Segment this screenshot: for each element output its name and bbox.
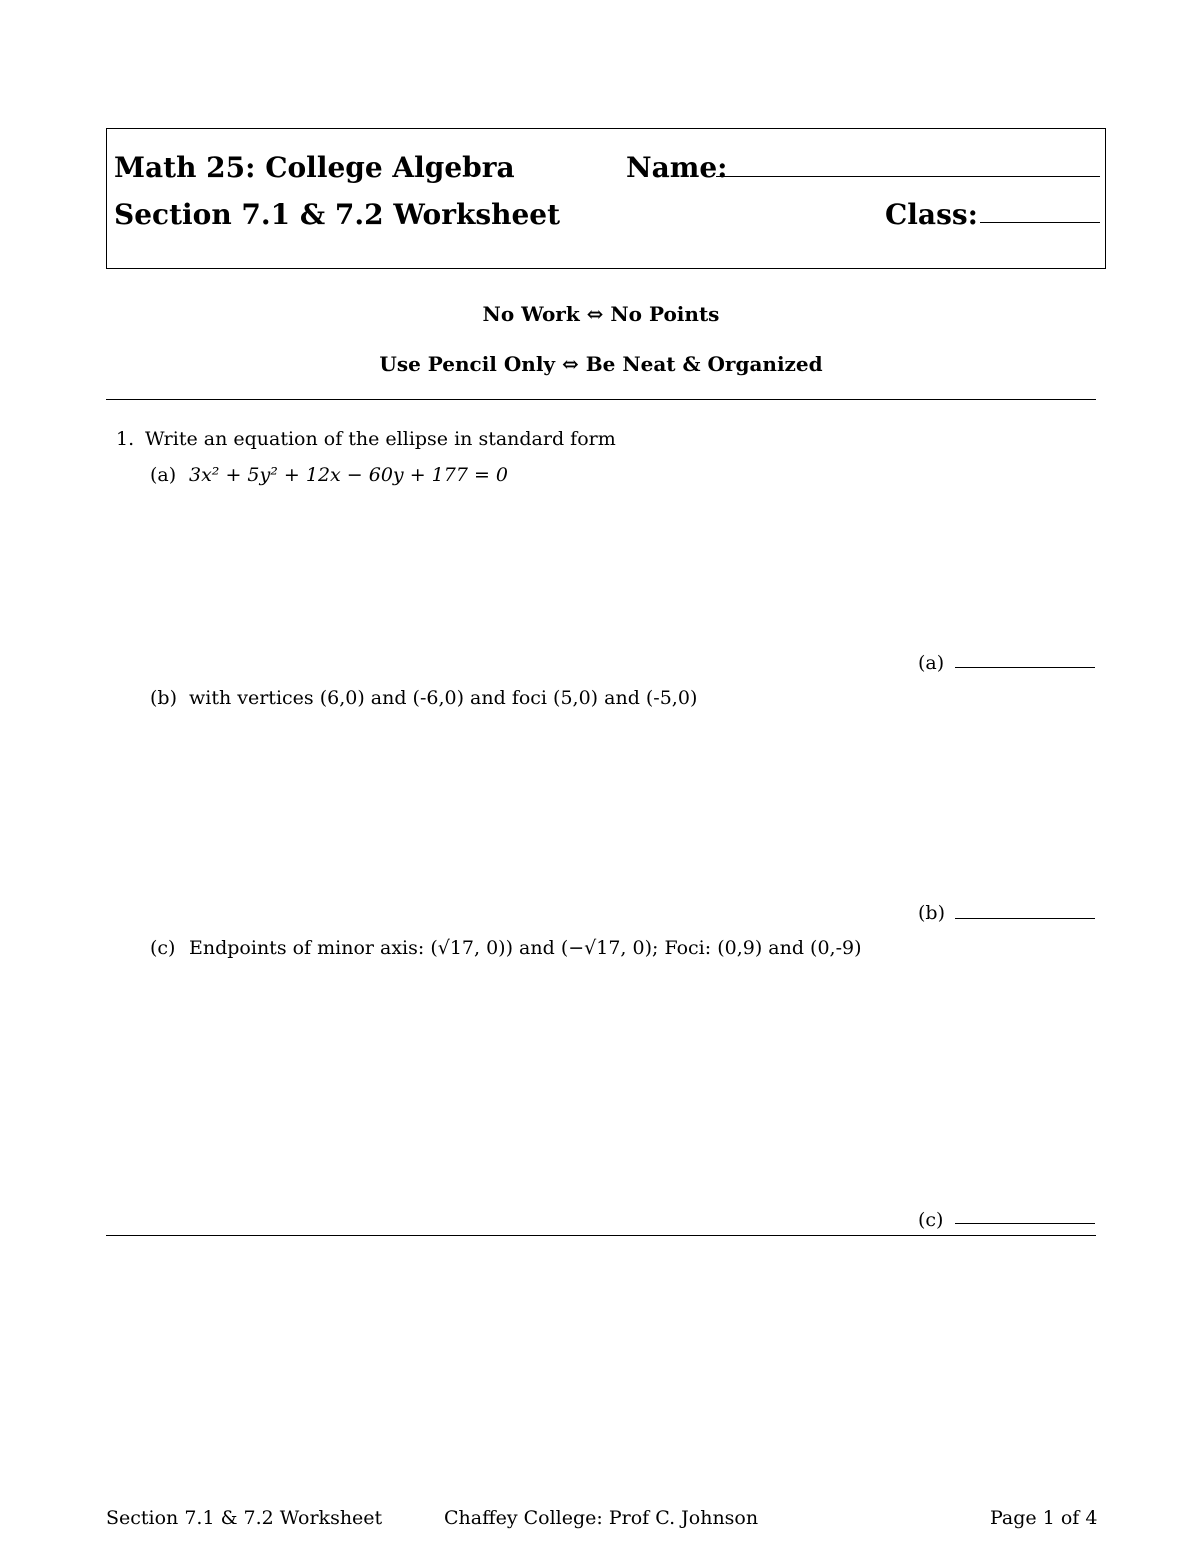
answer-a-label: (a): [918, 652, 945, 674]
footer-left: Section 7.1 & 7.2 Worksheet: [106, 1507, 383, 1529]
answer-c-label: (c): [918, 1209, 944, 1231]
part-b-text: with vertices (6,0) and (-6,0) and foci (5,0) and (-5,0): [189, 687, 698, 709]
answer-c-field[interactable]: [955, 1223, 1095, 1224]
section-title: Section 7.1 & 7.2 Worksheet: [114, 198, 561, 231]
rule-line-2: Use Pencil Only ⇔ Be Neat & Organized: [379, 352, 823, 376]
part-c-label: (c): [150, 937, 176, 959]
part-a-label: (a): [150, 464, 177, 486]
name-field[interactable]: [716, 176, 1100, 177]
answer-b-field[interactable]: [955, 918, 1095, 919]
bottom-divider: [106, 1235, 1096, 1236]
problem-number: 1.: [116, 428, 135, 450]
class-label: Class:: [885, 198, 978, 231]
answer-b-label: (b): [918, 902, 945, 924]
class-field[interactable]: [980, 222, 1100, 223]
course-title: Math 25: College Algebra: [114, 151, 515, 184]
name-label: Name:: [626, 151, 728, 184]
rule-line-1: No Work ⇔ No Points: [482, 302, 720, 326]
footer-center: Chaffey College: Prof C. Johnson: [444, 1507, 759, 1529]
part-a-equation: 3x² + 5y² + 12x − 60y + 177 = 0: [189, 464, 509, 486]
part-b-label: (b): [150, 687, 177, 709]
part-c-text: Endpoints of minor axis: (√17, 0)) and (−√17, 0); Foci: (0,9) and (0,-9): [189, 937, 862, 959]
top-divider: [106, 399, 1096, 400]
problem-prompt: Write an equation of the ellipse in standard form: [145, 428, 616, 450]
footer-page-number: Page 1 of 4: [990, 1507, 1098, 1529]
answer-a-field[interactable]: [955, 667, 1095, 668]
